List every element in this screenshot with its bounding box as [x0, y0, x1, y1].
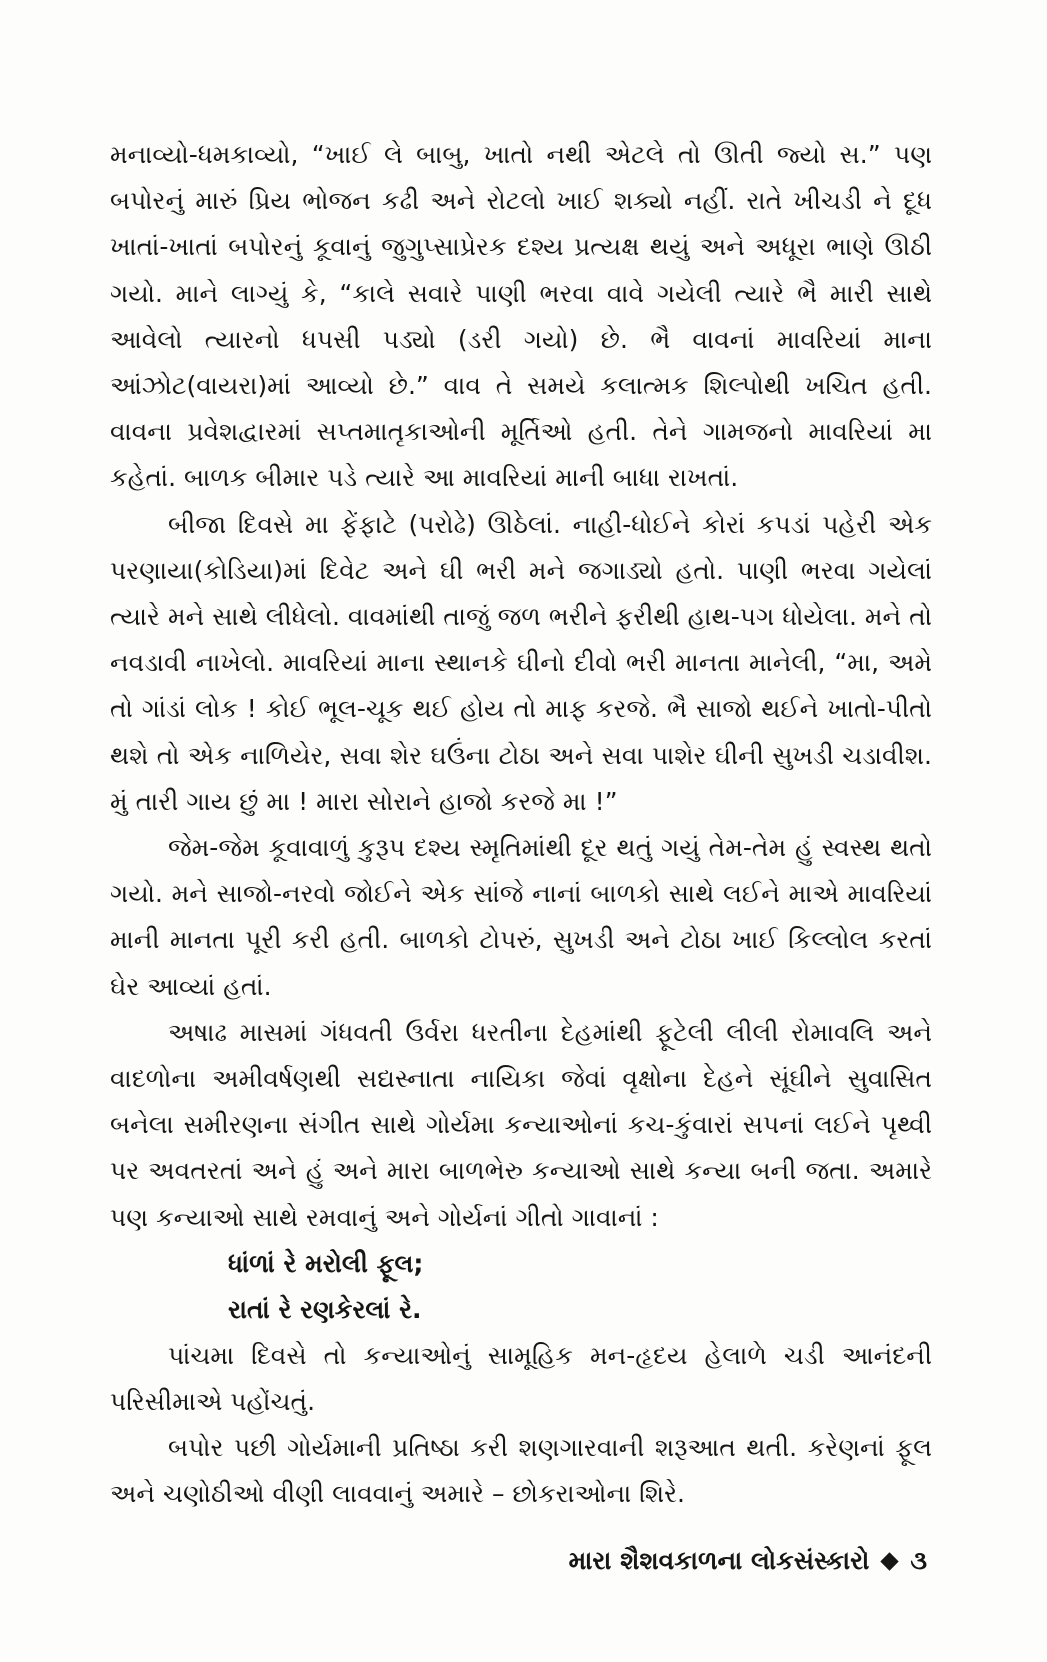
paragraph-6: બપોર પછી ગોર્યમાની પ્રતિષ્ઠા કરી શણગારવાની શરૂઆત થતી. કરેણનાં ફૂલ અને ચણોઠીઓ વીણી લાવવાનું અમારે – છોકરાઓના શિરે. [110, 1433, 932, 1509]
paragraph-5: પાંચમા દિવસે તો કન્યાઓનું સામૂહિક મન-હૃદય હેલાળે ચડી આનંદની પરિસીમાએ પહોંચતું. [110, 1340, 932, 1417]
paragraph-4: અષાઢ માસમાં ગંધવતી ઉર્વરા ધરતીના દેહમાંથી ફૂટેલી લીલી રોમાવલિ અને વાદળોના અમીવર્ષણથી સદ્યસ્નાતા નાયિકા જેવાં વૃક્ષોના દેહને સૂંઘીને સુવાસિત બનેલા સમીરણના સંગીત સાથે ગોર્યમા કન્યાઓનાં કચ-કુંવારાં સપનાં લઈને પૃથ્વી પર અવતરતાં અને હું અને મારા બાળભેરુ કન્યાઓ સાથે કન્યા બની જતા. અમારે પણ કન્યાઓ સાથે રમવાનું અને ગોર્યનાં ગીતો ગાવાનાં : [110, 1017, 932, 1232]
diamond-icon [881, 1552, 899, 1570]
paragraph-1: મનાવ્યો-ધમકાવ્યો, “ખાઈ લે બાબુ, ખાતો નથી એટલે તો ઊતી જ્યો સ.” પણ બપોરનું મારું પ્રિય ભોજન કઢી અને રોટલો ખાઈ શક્યો નહીં. રાતે ખીચડી ને દૂધ ખાતાં-ખાતાં બપોરનું કૂવાનું જુગુપ્સાપ્રેરક દશ્ય પ્રત્યક્ષ થયું અને અધૂરા ભાણે ઊઠી ગયો. માને લાગ્યું કે, “કાલે સવારે પાણી ભરવા વાવે ગયેલી ત્યારે ભૈ મારી સાથે આવેલો ત્યારનો ધપસી પડ્યો (ડરી ગયો) છે. ભૈ વાવનાં માવરિયાં માના આંઝોટ(વાયરા)માં આવ્યો છે.” વાવ તે સમયે કલાત્મક શિલ્પોથી ખચિત હતી. વાવના પ્રવેશદ્વારમાં સપ્તમાતૃકાઓની મૂર્તિઓ હતી. તેને ગામજનો માવરિયાં મા કહેતાં. બાળક બીમાર પડે ત્યારે આ માવરિયાં માની બાધા રાખતાં. [110, 140, 932, 493]
paragraph-2: બીજા દિવસે મા ફેંફાટે (પરોઢે) ઊઠેલાં. નાહી-ધોઈને કોરાં કપડાં પહેરી એક પરણાયા(કોડિયા)માં દિવેટ અને ઘી ભરી મને જગાડ્યો હતો. પાણી ભરવા ગયેલાં ત્યારે મને સાથે લીધેલો. વાવમાંથી તાજું જળ ભરીને ફરીથી હાથ-પગ ધોયેલા. મને તો નવડાવી નાખેલો. માવરિયાં માના સ્થાનકે ઘીનો દીવો ભરી માનતા માનેલી, “મા, અમે તો ગાંડાં લોક ! કોઈ ભૂલ-ચૂક થઈ હોય તો માફ કરજે. ભૈ સાજો થઈને ખાતો-પીતો થશે તો એક નાળિયેર, સવા શેર ઘઉંના ટોઠા અને સવા પાશેર ઘીની સુખડી ચડાવીશ. મું તારી ગાય છું મા ! મારા સોરાને હાજો કરજે મા !” [110, 509, 932, 816]
page-footer [569, 1546, 927, 1576]
verse-line-1: ધાંળાં રે મરોલી ફૂલ; [228, 1248, 424, 1278]
page-body [110, 132, 932, 1518]
paragraph-3: જેમ-જેમ કૂવાવાળું કુરૂપ દશ્ય સ્મૃતિમાંથી દૂર થતું ગયું તેમ-તેમ હું સ્વસ્થ થતો ગયો. મને સાજો-નરવો જોઈને એક સાંજે નાનાં બાળકો સાથે લઈને માએ માવરિયાં માની માનતા પૂરી કરી હતી. બાળકો ટોપરું, સુખડી અને ટોઠા ખાઈ કિલ્લોલ કરતાં ઘેર આવ્યાં હતાં. [110, 833, 932, 1001]
verse-line-2: રાતાં રે રણકેરલાં રે. [228, 1294, 422, 1324]
footer-book-title: મારા શૈશવકાળના લોકસંસ્કારો [568, 1546, 870, 1575]
page-number: ૩ [910, 1546, 927, 1575]
